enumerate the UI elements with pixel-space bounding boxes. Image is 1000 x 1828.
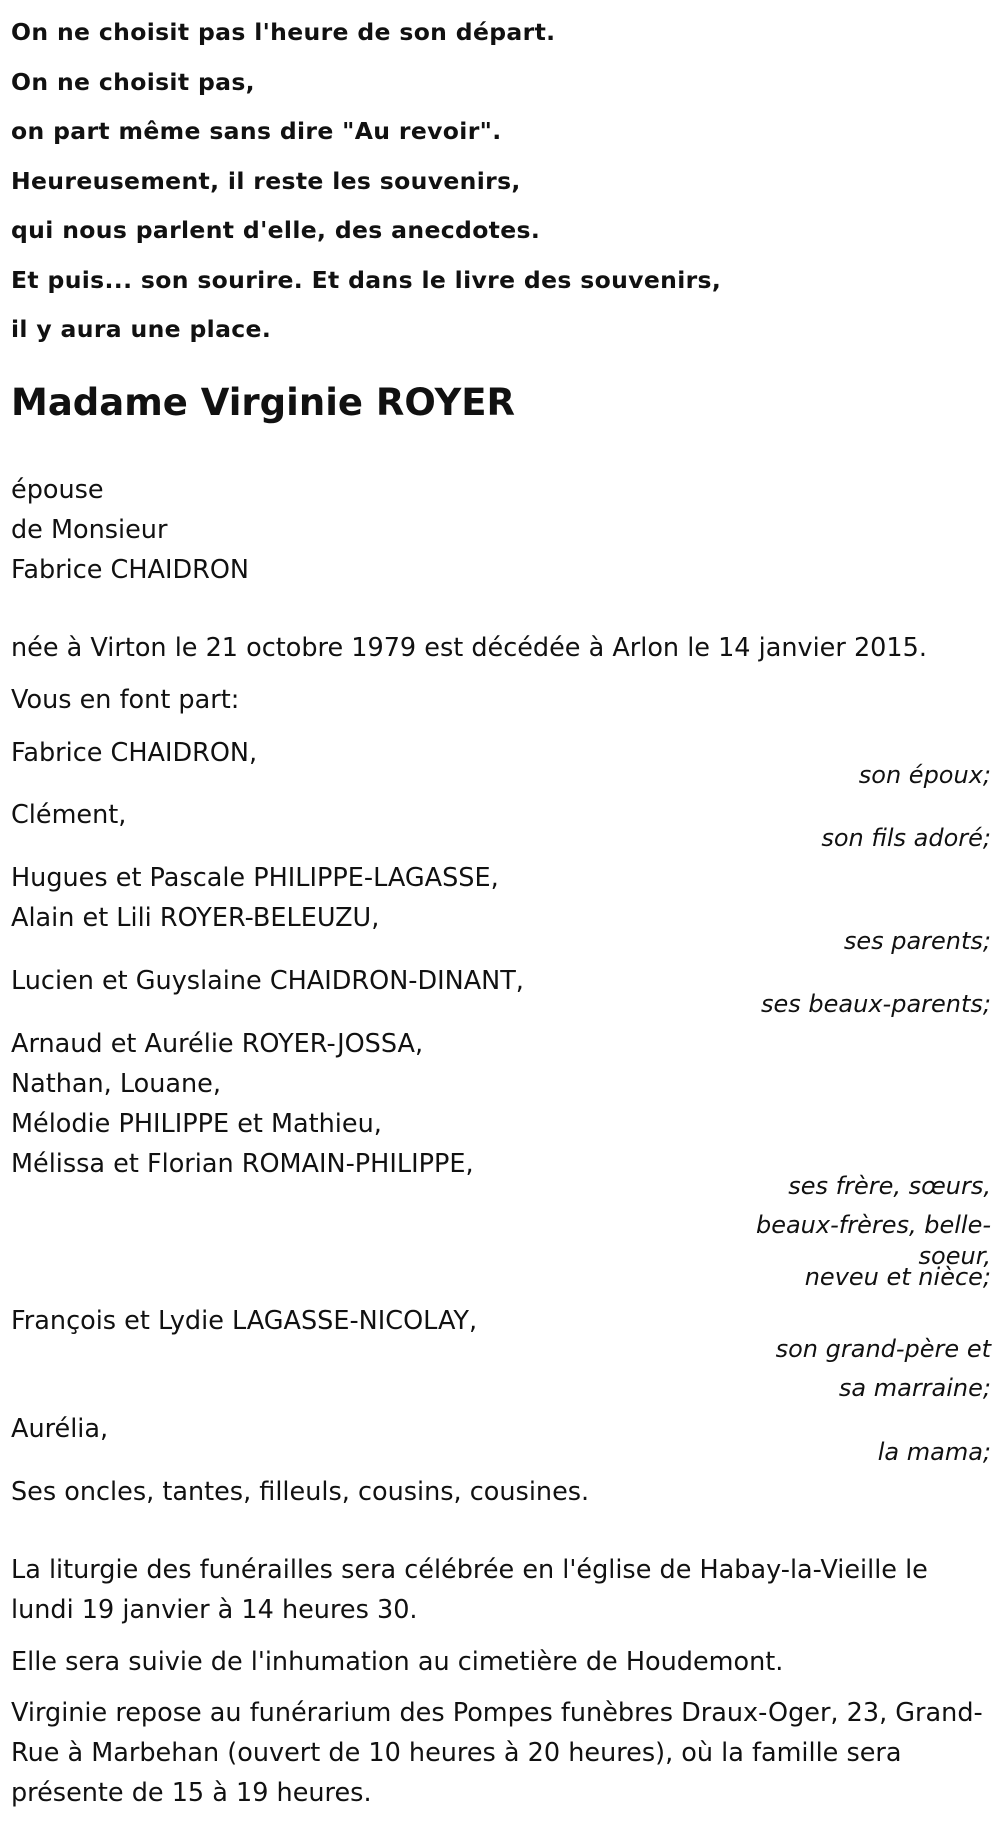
relation-label: son époux; (858, 761, 991, 789)
relation-label: ses frère, sœurs, (788, 1172, 991, 1200)
liturgy-paragraph: La liturgie des funérailles sera célébrée en l'église de Habay-la-Vieille le lundi 19 janvier à 14 heures 30. (11, 1555, 928, 1625)
poem-line: Et puis... son sourire. Et dans le livre des souvenirs, (11, 265, 722, 294)
birth-death-line: née à Virton le 21 octobre 1979 est décédée à Arlon le 14 janvier 2015. (11, 633, 927, 663)
relation-label: son grand-père et (775, 1335, 991, 1363)
relation-label: beaux-frères, belle- (755, 1211, 991, 1239)
poem-line: on part même sans dire "Au revoir". (11, 117, 502, 145)
funerarium-paragraph: Virginie repose au funérarium des Pompes funèbres Draux-Oger, 23, Grand-Rue à Marbehan (ouvert de 10 heures à 20 heures), où la famille sera présente de 15 à 19 heures. (11, 1698, 983, 1808)
family-member: Mélodie PHILIPPE et Mathieu, (11, 1109, 382, 1139)
spouse-line: épouse (11, 475, 104, 505)
poem-line: Heureusement, il reste les souvenirs, (11, 166, 521, 195)
announcement-intro: Vous en font part: (11, 685, 240, 715)
relation-label: ses beaux-parents; (761, 990, 991, 1018)
poem-line: On ne choisit pas l'heure de son départ. (11, 18, 556, 46)
poem (11, 0, 1000, 355)
poem-line: il y aura une place. (11, 315, 272, 343)
others-line: Ses oncles, tantes, filleuls, cousins, cousines. (11, 1477, 590, 1507)
relation-label: son fils adoré; (821, 824, 991, 852)
family-member: Lucien et Guyslaine CHAIDRON-DINANT, (11, 966, 524, 996)
family-member: Arnaud et Aurélie ROYER-JOSSA, (11, 1029, 424, 1059)
obituary-page (11, 0, 1000, 1808)
family-member: Hugues et Pascale PHILIPPE-LAGASSE, (11, 863, 499, 893)
burial-paragraph: Elle sera suivie de l'inhumation au cimetière de Houdemont. (11, 1647, 784, 1677)
relation-label: ses parents; (843, 927, 991, 955)
family-member: Nathan, Louane, (11, 1069, 221, 1099)
family-member: Alain et Lili ROYER-BELEUZU, (11, 903, 380, 933)
family-member: Fabrice CHAIDRON, (11, 738, 258, 768)
family-member: Aurélia, (11, 1414, 109, 1444)
relation-label: soeur, (918, 1242, 991, 1270)
spouse-line: de Monsieur (11, 515, 168, 545)
relation-label: sa marraine; (838, 1374, 991, 1402)
spouse-line: Fabrice CHAIDRON (11, 555, 249, 585)
poem-line: On ne choisit pas, (11, 67, 255, 96)
relation-label: la mama; (877, 1438, 991, 1466)
deceased-name: Madame Virginie ROYER (11, 381, 516, 424)
poem-line: qui nous parlent d'elle, des anecdotes. (11, 216, 541, 244)
relation-label: neveu et nièce; (804, 1263, 991, 1291)
family-member: Clément, (11, 800, 127, 830)
family-member: François et Lydie LAGASSE-NICOLAY, (11, 1306, 478, 1336)
family-member: Mélissa et Florian ROMAIN-PHILIPPE, (11, 1149, 474, 1179)
